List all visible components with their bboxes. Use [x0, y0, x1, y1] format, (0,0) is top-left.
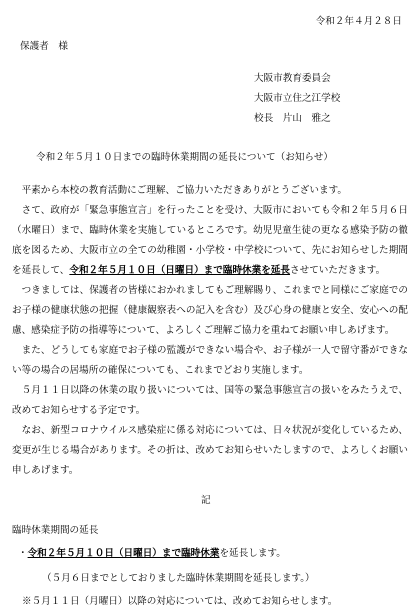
issue-date: 令和２年４月２８日: [315, 16, 402, 27]
extension-note: （５月６日までとしておりました臨時休業期間を延長します。）: [42, 573, 315, 584]
extension-item-highlight: 令和２年５月１０日（日曜日）まで臨時休業: [27, 548, 220, 559]
paragraph-extension-text: さて、政府が「緊急事態宣言」を行ったことを受け、大阪市においても令和２年５月６日（水曜日）まで、臨時休業を実施しているところです。幼児児童生徒の更なる感染予防の徹底を図るため、大阪市立の全ての幼稚園・小学校・中学校について、先にお知らせした期間を延長して、: [12, 205, 408, 276]
followup-note: ※５月１１日（月曜日）以降の対応については、改めてお知らせします。: [22, 596, 338, 607]
paragraph-greeting: 平素から本校の教育活動にご理解、ご協力いただきありがとうございます。: [21, 185, 348, 196]
ki-marker: 記: [201, 495, 211, 506]
extension-item-rest: を延長します。: [219, 548, 286, 559]
sender-organization: 大阪市教育委員会: [254, 73, 331, 84]
paragraph-request: つきましては、保護者の皆様におかれましてもご理解賜り、これまでと同様にご家庭でのお子様の健康状態の把握（健康観察表への記入を含む）及び心身の健康と安全、安心への配慮、感染症予防の指導等について、よろしくご理解ご協力を重ねてお願い申しあげます。: [12, 285, 408, 336]
bullet-mark: ・: [18, 548, 28, 559]
section-title: 臨時休業期間の延長: [12, 525, 99, 536]
sender-school: 大阪市立住之江学校: [254, 93, 341, 104]
extension-item: [18, 545, 286, 559]
paragraph-childcare: また、どうしても家庭でお子様の監護ができない場合や、お子様が一人で留守番ができない等の場合の居場所の確保についても、これまでどおり実施します。: [12, 345, 408, 376]
paragraph-extension-tail: させていただきます。: [290, 265, 386, 276]
sender-principal: 校長 片山 雅之: [254, 113, 331, 124]
extension-highlight: 令和２年５月１０日（日曜日）まで臨時休業を延長: [69, 265, 291, 276]
addressee: 保護者 様: [20, 41, 68, 52]
paragraph-after-may11: ５月１１日以降の休業の取り扱いについては、国等の緊急事態宣言の扱いをみたうえで、改めてお知らせする予定です。: [12, 385, 408, 416]
paragraph-extension: [12, 201, 408, 281]
paragraph-changes: なお、新型コロナウイルス感染症に係る対応については、日々状況が変化しているため、変更が生じる場合があります。その折は、改めてお知らせいたしますので、よろしくお願い申しあげます。: [12, 425, 408, 476]
notice-subject: 令和２年５月１０日までの臨時休業期間の延長について（お知らせ）: [36, 152, 333, 163]
